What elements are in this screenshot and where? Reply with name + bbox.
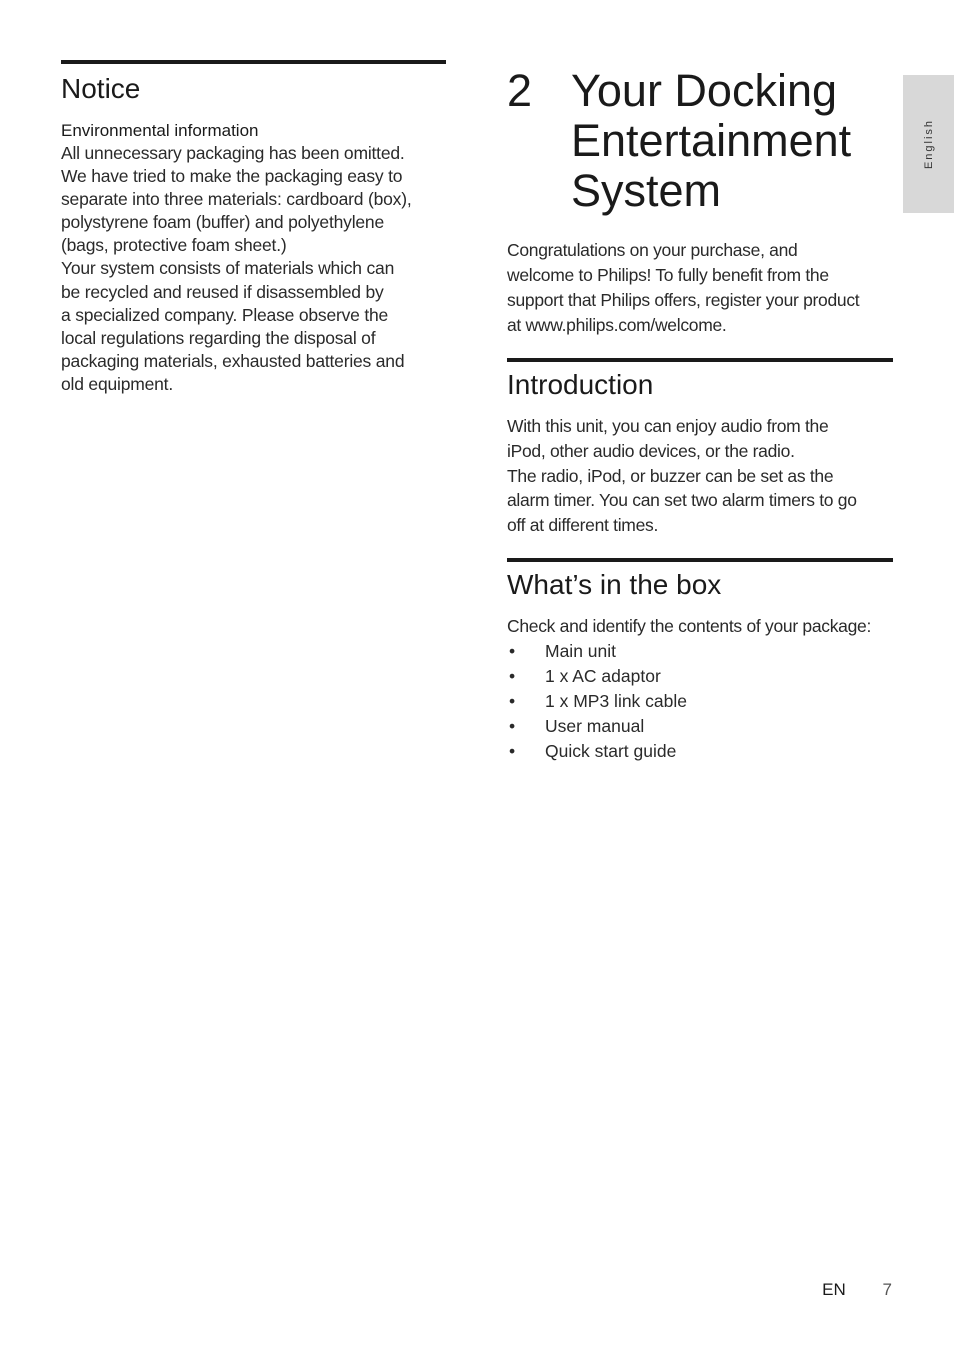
language-tab-label: English <box>922 118 935 170</box>
introduction-heading: Introduction <box>507 369 654 400</box>
page-footer <box>822 1279 892 1301</box>
box-contents-intro: Check and identify the contents of your package: <box>507 615 872 636</box>
chapter-title <box>571 66 901 216</box>
bullet-icon: • <box>509 690 516 711</box>
chapter-title-line: Your Docking <box>571 65 838 116</box>
introduction-line: alarm timer. You can set two alarm timers to go <box>507 490 857 511</box>
notice-line: (bags, protective foam sheet.) <box>61 235 287 256</box>
box-contents-heading: What’s in the box <box>507 568 722 600</box>
notice-line: be recycled and reused if disassembled by <box>61 281 384 302</box>
notice-line: Your system consists of materials which can <box>61 258 395 279</box>
notice-body <box>61 142 446 396</box>
notice-heading: Notice <box>61 73 141 104</box>
page-number: 7 <box>882 1280 892 1299</box>
welcome-paragraph <box>507 238 893 338</box>
notice-line: We have tried to make the packaging easy to <box>61 166 403 187</box>
chapter-number: 2 <box>507 65 533 116</box>
bullet-icon: • <box>509 740 516 761</box>
notice-line: packaging materials, exhausted batteries and <box>61 350 405 371</box>
introduction-line: With this unit, you can enjoy audio from the <box>507 416 829 436</box>
chapter-title-line: Entertainment <box>571 115 852 166</box>
list-item <box>507 639 893 664</box>
notice-line: a specialized company. Please observe the <box>61 304 389 325</box>
box-contents-list <box>507 639 893 764</box>
list-item-label: Main unit <box>545 640 617 661</box>
introduction-line: off at different times. <box>507 515 659 536</box>
welcome-line: at www.philips.com/welcome. <box>507 315 727 335</box>
list-item <box>507 664 893 689</box>
list-item <box>507 714 893 739</box>
list-item-label: 1 x MP3 link cable <box>545 690 688 711</box>
list-item <box>507 689 893 714</box>
introduction-body <box>507 414 893 538</box>
list-item-label: Quick start guide <box>545 740 677 761</box>
notice-section <box>61 60 446 396</box>
box-contents-section <box>507 558 893 764</box>
environmental-info-heading: Environmental information <box>61 121 259 140</box>
bullet-icon: • <box>509 715 516 736</box>
notice-line: old equipment. <box>61 373 174 394</box>
chapter-title-line: System <box>571 165 722 216</box>
notice-line: separate into three materials: cardboard (box), <box>61 189 412 210</box>
welcome-line: welcome to Philips! To fully benefit from the <box>507 265 829 285</box>
list-item <box>507 739 893 764</box>
list-item-label: User manual <box>545 715 645 736</box>
language-tab <box>903 75 954 213</box>
footer-language-code: EN <box>822 1280 846 1299</box>
introduction-line: iPod, other audio devices, or the radio. <box>507 440 795 461</box>
welcome-line: Congratulations on your purchase, and <box>507 240 798 260</box>
notice-line: local regulations regarding the disposal of <box>61 327 376 348</box>
chapter-heading <box>507 66 893 226</box>
introduction-line: The radio, iPod, or buzzer can be set as the <box>507 465 834 486</box>
notice-line: polystyrene foam (buffer) and polyethylene <box>61 212 384 233</box>
welcome-line: support that Philips offers, register your product <box>507 290 860 310</box>
list-item-label: 1 x AC adaptor <box>545 665 661 686</box>
bullet-icon: • <box>509 640 516 661</box>
bullet-icon: • <box>509 665 516 686</box>
chapter-section <box>507 66 893 764</box>
introduction-section <box>507 358 893 538</box>
notice-line: All unnecessary packaging has been omitted. <box>61 143 405 163</box>
